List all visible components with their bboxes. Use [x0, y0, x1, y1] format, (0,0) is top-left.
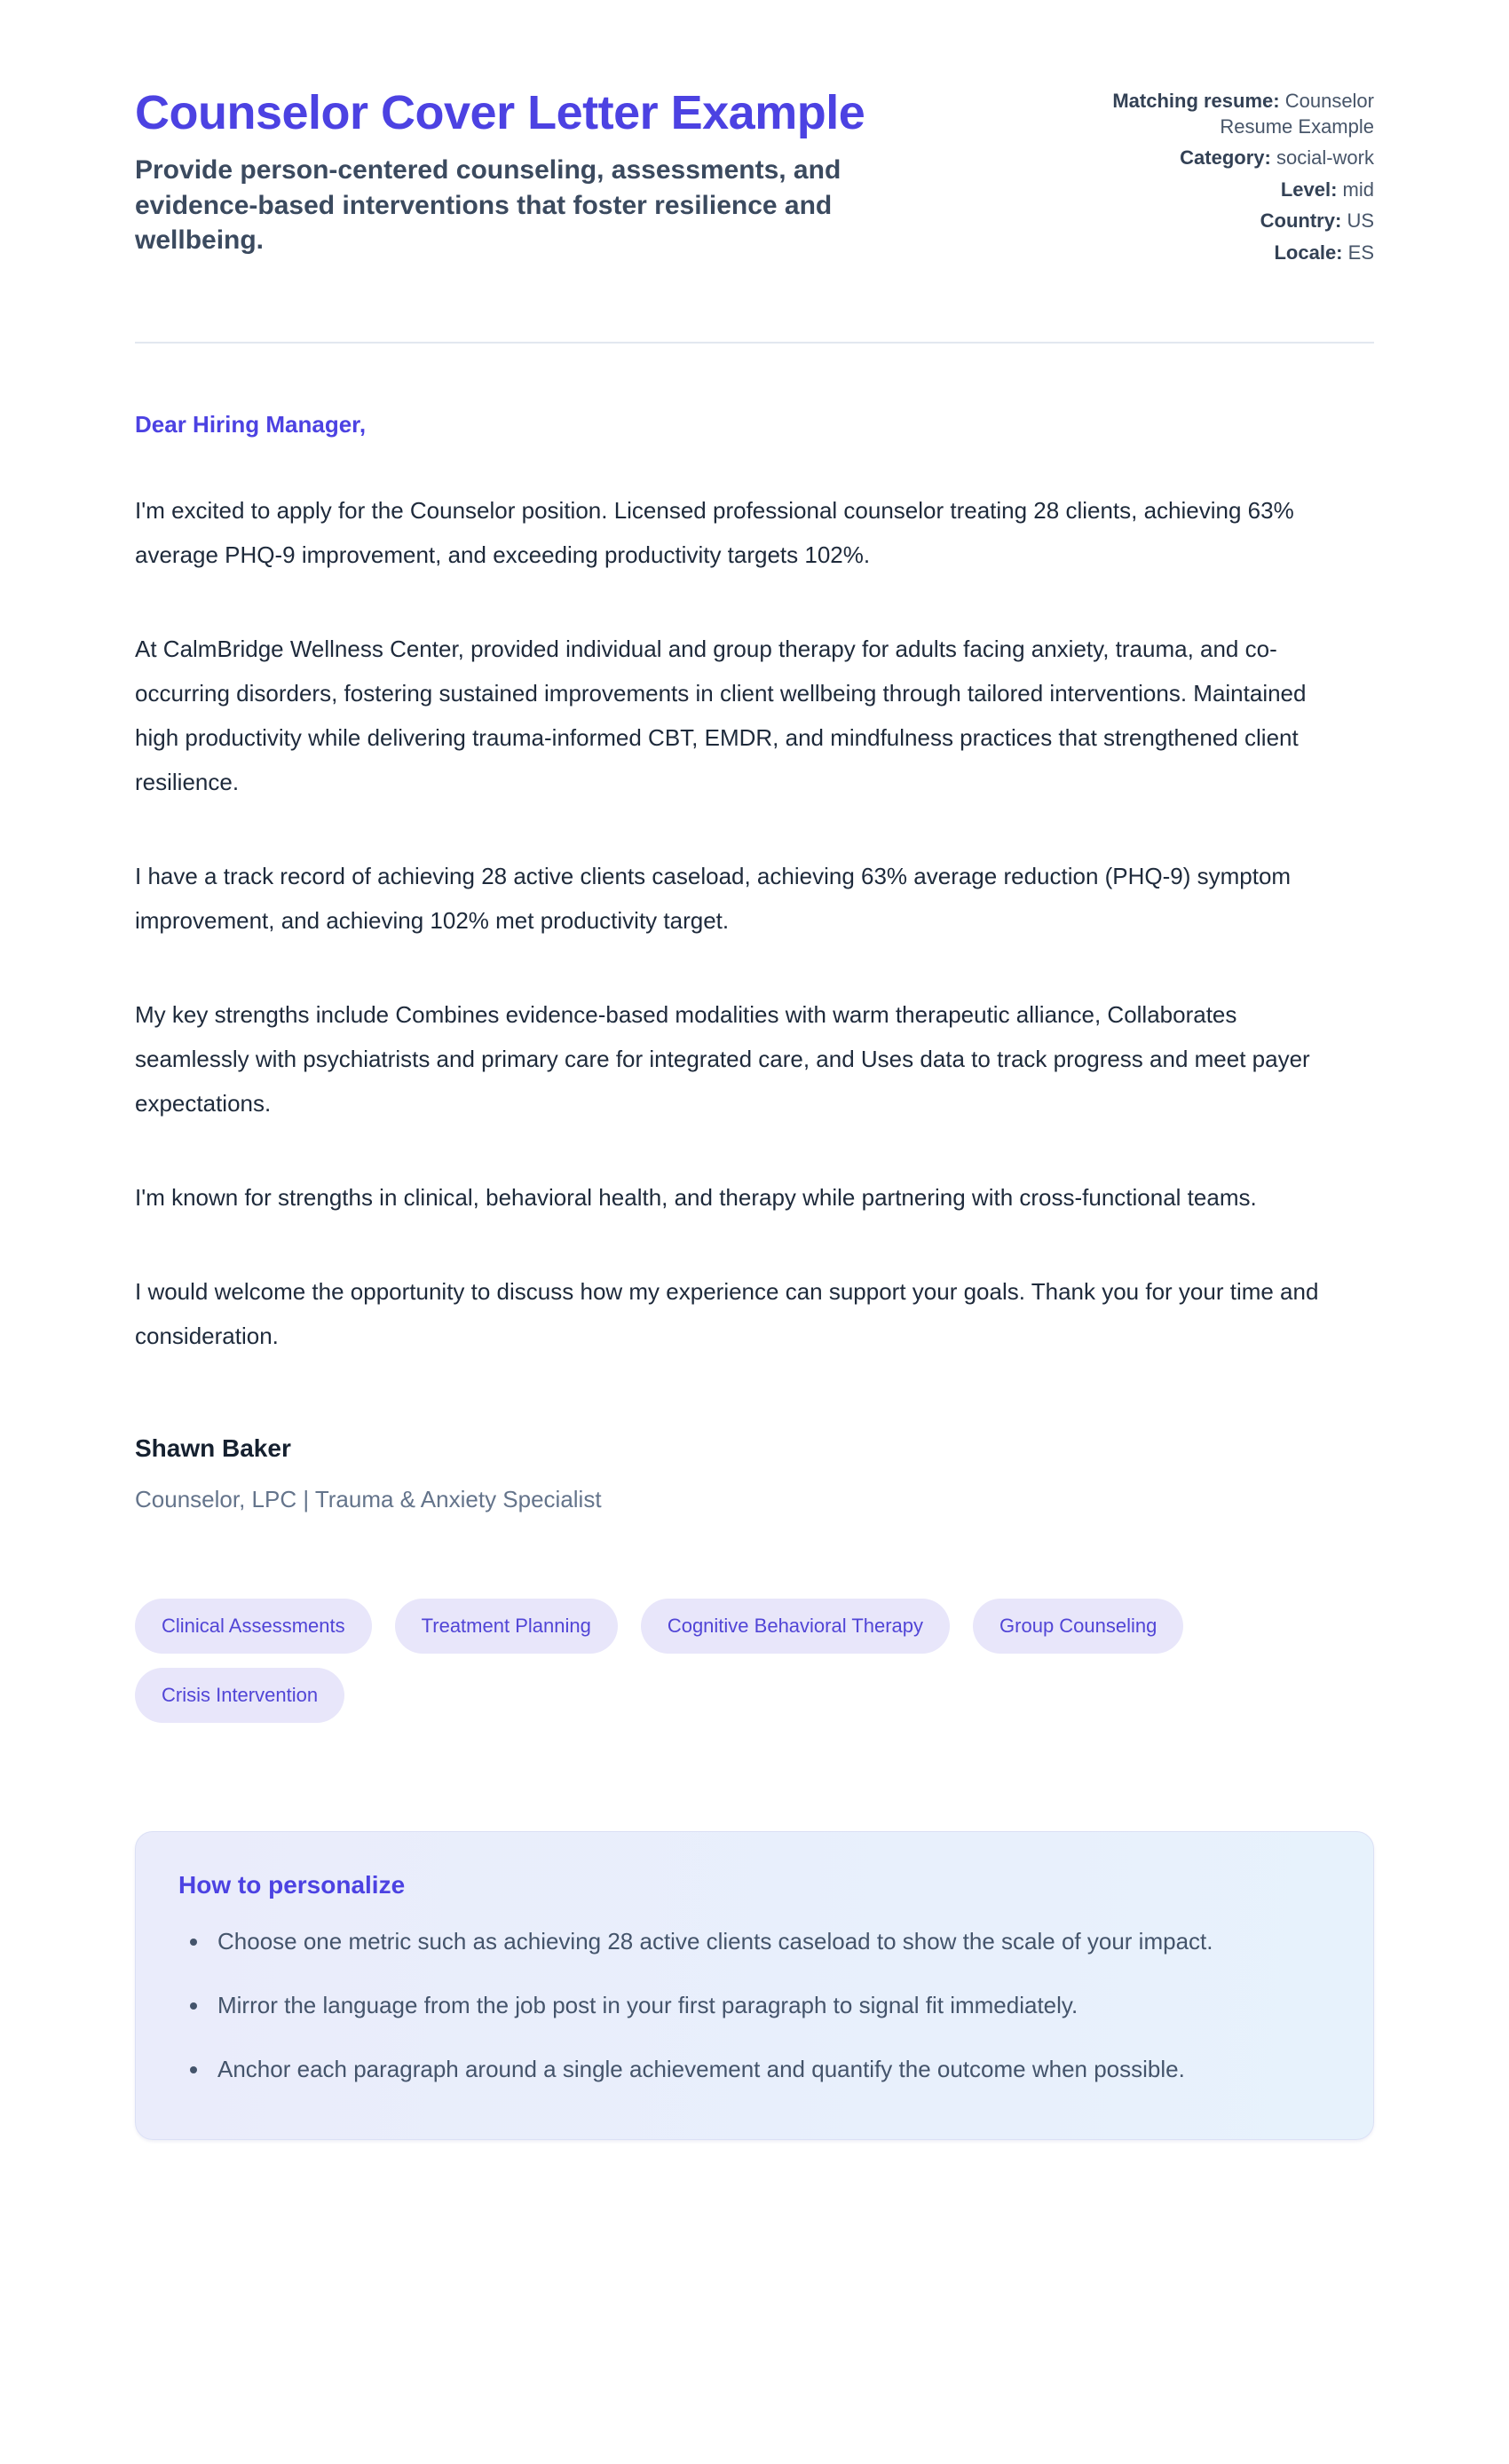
- meta-value: social-work: [1276, 146, 1374, 170]
- tip-item: • Mirror the language from the job post in your first paragraph to signal fit immediately.: [210, 1983, 1309, 2027]
- meta-label: Category:: [1180, 146, 1271, 170]
- page-subtitle: Provide person-centered counseling, assessments, and evidence-based interventions that foster resilience and wellbeing.: [135, 155, 841, 256]
- meta-value: US: [1347, 209, 1374, 233]
- tip-item: • Anchor each paragraph around a single achievement and quantify the outcome when possible.: [210, 2047, 1309, 2091]
- letter-paragraph: I'm known for strengths in clinical, behavioral health, and therapy while partnering with cross-functional teams.: [135, 1183, 1257, 1211]
- tips-list: [178, 1919, 1331, 2091]
- meta-value: ES: [1347, 241, 1374, 264]
- meta-value: Counselor Resume Example: [1220, 90, 1374, 138]
- page-header: [135, 85, 1374, 272]
- meta-label: Level:: [1280, 178, 1338, 201]
- signature-name: Shawn Baker: [135, 1433, 291, 1462]
- skill-tag: Group Counseling: [973, 1599, 1183, 1654]
- header-divider: [135, 342, 1374, 344]
- letter-paragraph: At CalmBridge Wellness Center, provided individual and group therapy for adults facing anxiety, trauma, and co-occurring disorders, fostering sustained improvements in client wellbeing through tailored interventions. Maintained high productivity while delivering trauma-informed CBT, EMDR, and mindfulness practices that strengthened client resilience.: [135, 635, 1307, 795]
- skill-tag: Cognitive Behavioral Therapy: [641, 1599, 950, 1654]
- cover-letter-page: [135, 0, 1374, 2225]
- letter-greeting: Dear Hiring Manager,: [135, 410, 367, 438]
- resume-meta-panel: [1081, 85, 1374, 272]
- letter-paragraph: I have a track record of achieving 28 active clients caseload, achieving 63% average reduction (PHQ-9) symptom improvement, and achieving 102% met productivity target.: [135, 862, 1292, 934]
- letter-paragraph: I would welcome the opportunity to discuss how my experience can support your goals. Thank you for your time and consideration.: [135, 1277, 1319, 1349]
- meta-label: Matching resume:: [1112, 90, 1280, 112]
- cover-letter-body: [135, 411, 1374, 1513]
- signature-title: Counselor, LPC | Trauma & Anxiety Specialist: [135, 1485, 602, 1512]
- meta-value: mid: [1342, 178, 1374, 201]
- meta-row: [1081, 89, 1374, 139]
- skill-tag: Clinical Assessments: [135, 1599, 372, 1654]
- skill-tag-list: [135, 1599, 1324, 1723]
- letter-paragraph: I'm excited to apply for the Counselor position. Licensed professional counselor treating 28 clients, achieving 63% average PHQ-9 improvement, and exceeding productivity targets 102%.: [135, 496, 1294, 568]
- personalize-tips-card: [135, 1831, 1374, 2140]
- tip-item: • Choose one metric such as achieving 28 active clients caseload to show the scale of your impact.: [210, 1919, 1309, 1963]
- meta-label: Country:: [1260, 209, 1342, 233]
- meta-row: [1081, 178, 1374, 203]
- tips-title: How to personalize: [178, 1870, 406, 1899]
- meta-row: [1081, 241, 1374, 266]
- skill-tag: Treatment Planning: [395, 1599, 618, 1654]
- meta-label: Locale:: [1274, 241, 1343, 264]
- page-header-text: [135, 85, 865, 258]
- meta-row: [1081, 209, 1374, 234]
- page-title: Counselor Cover Letter Example: [135, 86, 865, 139]
- skill-tag: Crisis Intervention: [135, 1668, 344, 1723]
- letter-paragraph: My key strengths include Combines evidence-based modalities with warm therapeutic alliance, Collaborates seamlessly with psychiatrists and primary care for integrated care, and Uses data to track progress and meet payer expectations.: [135, 1000, 1310, 1117]
- meta-row: [1081, 146, 1374, 171]
